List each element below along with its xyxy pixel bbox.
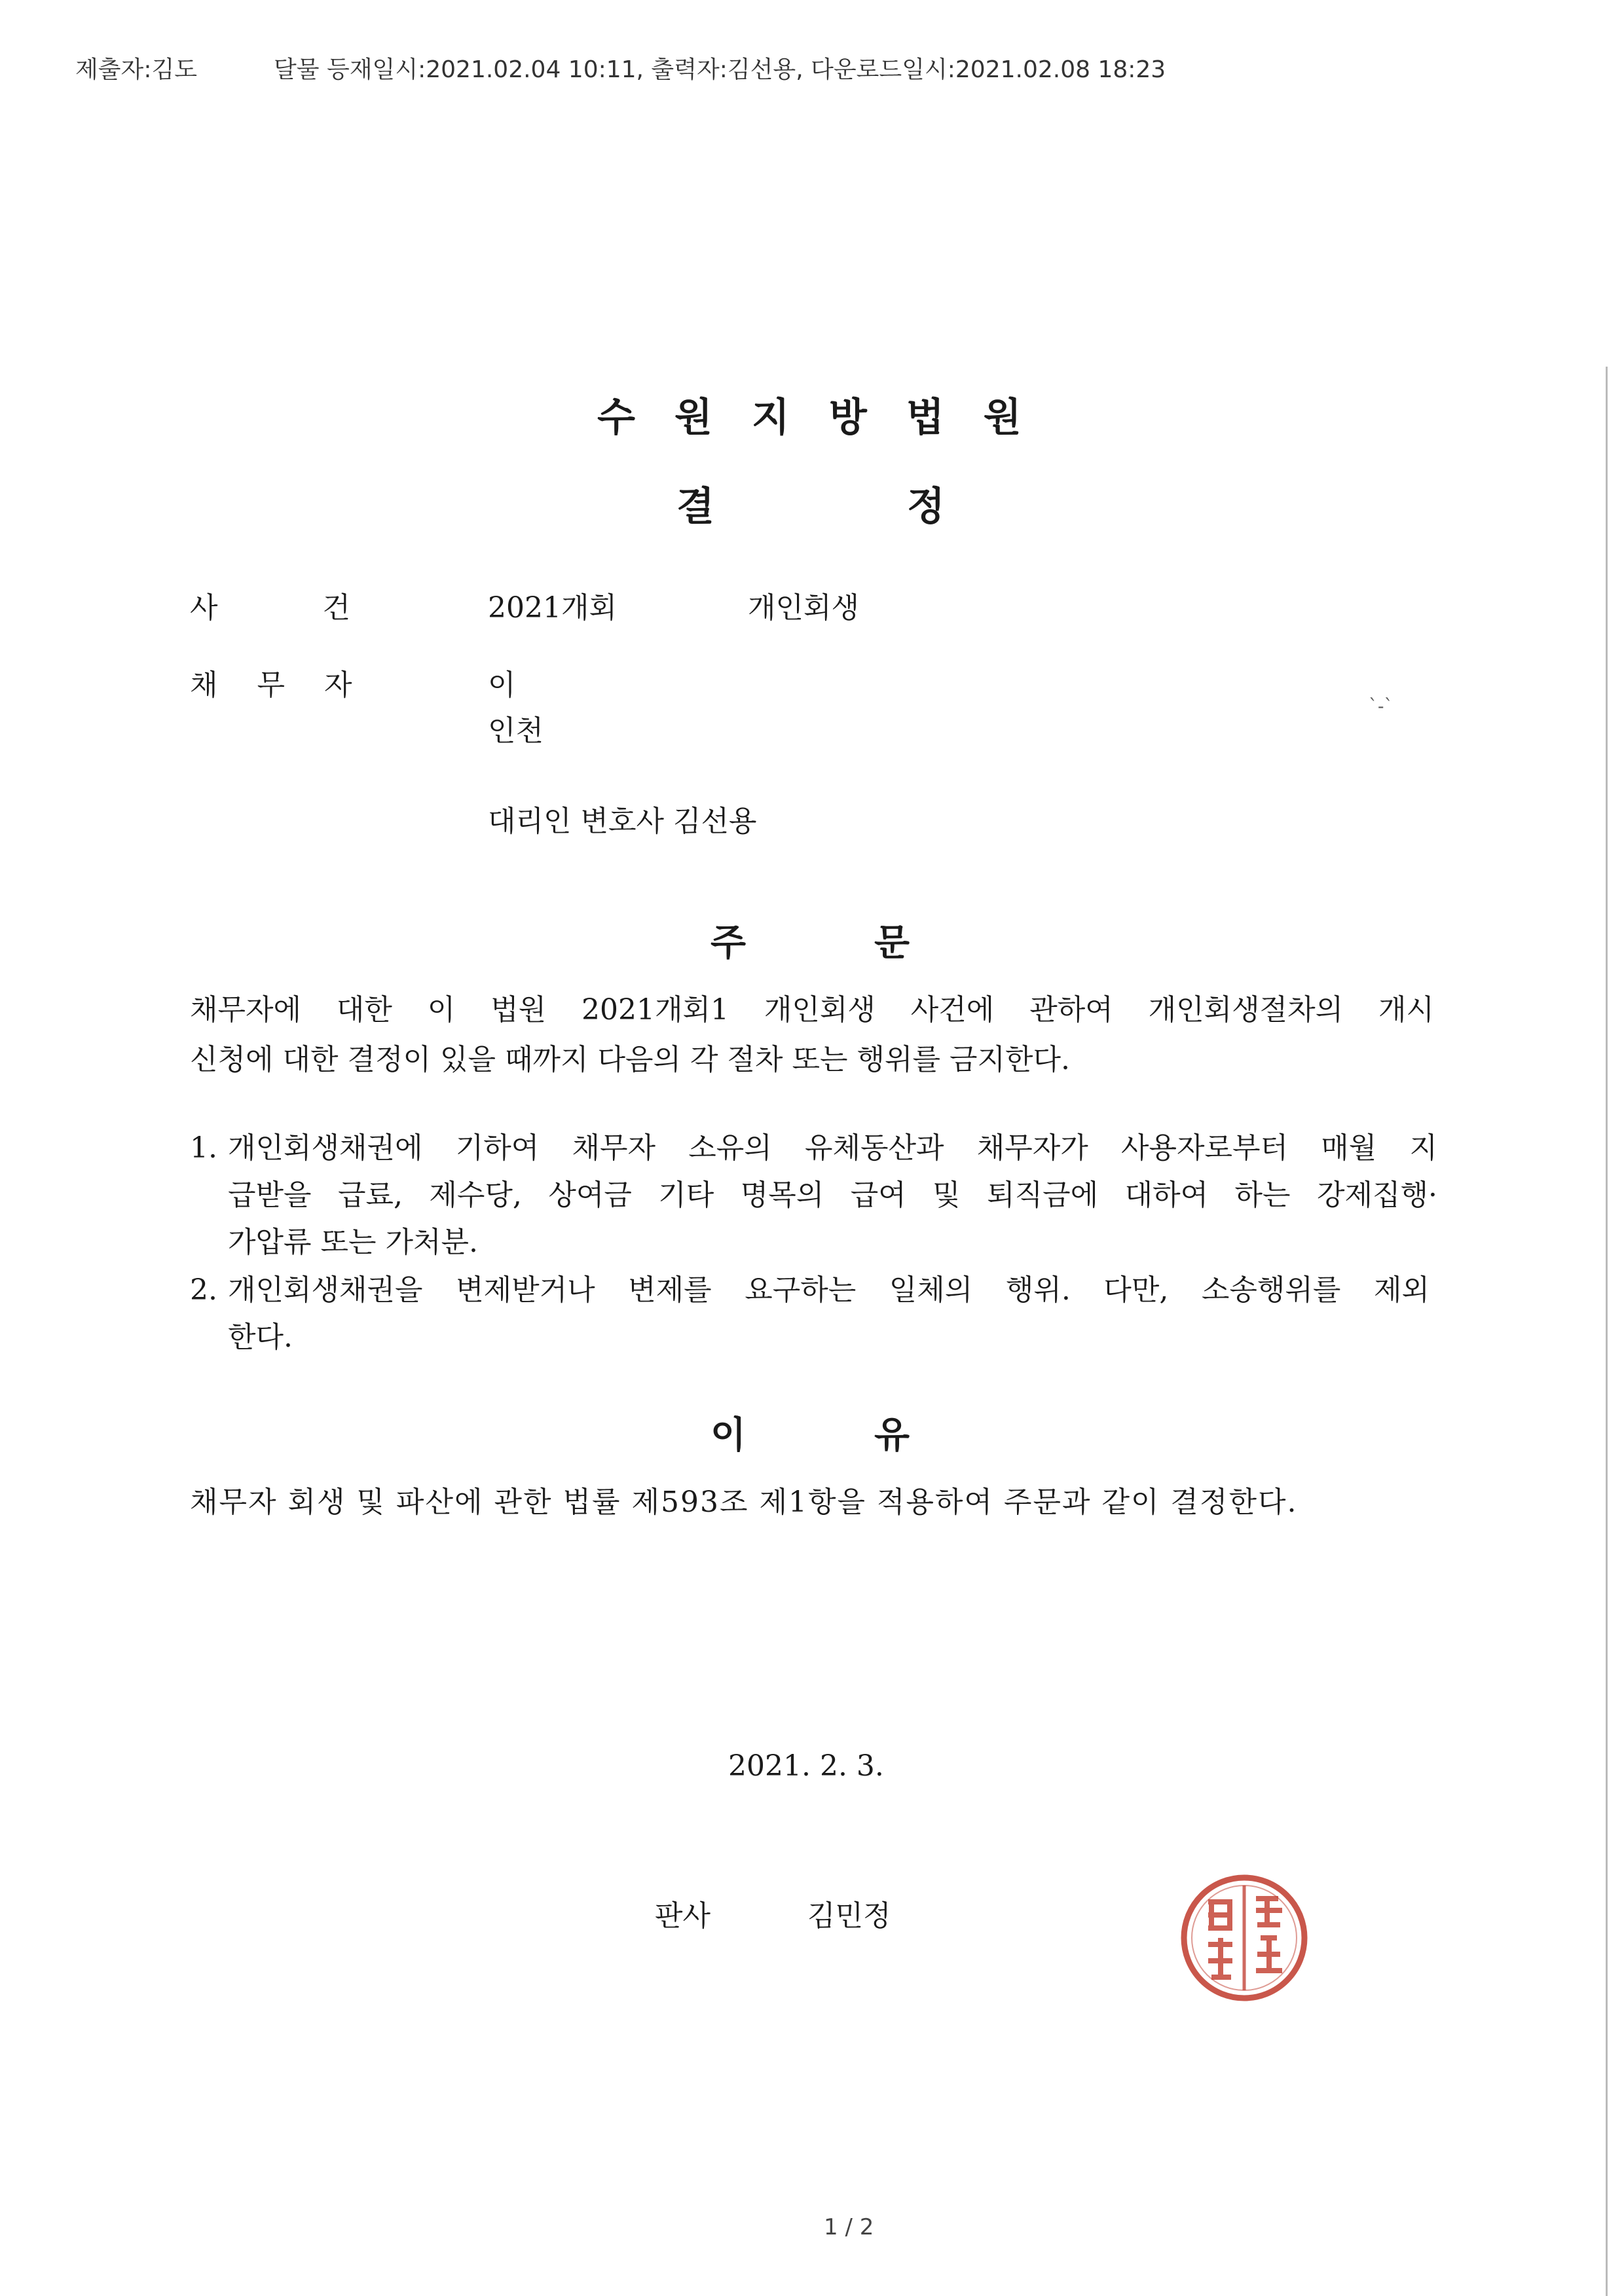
order-item-line: 가압류 또는 가처분. — [228, 1226, 478, 1259]
order-item — [190, 1125, 1437, 1266]
case-type: 개인회생 — [748, 591, 860, 625]
doc-title-right: 정 — [907, 484, 945, 530]
order-item — [190, 1267, 1437, 1361]
court-seal-stamp — [1179, 1872, 1310, 2003]
order-item-number: 2. — [190, 1273, 217, 1307]
judge-name: 김민정 — [807, 1899, 891, 1933]
order-intro-line: 채무자에 대한 이 법원 2021개회1 개인회생 사건에 관하여 개인회생절차의 개시 — [190, 993, 1434, 1027]
debtor-agent: 대리인 변호사 김선용 — [488, 805, 757, 838]
order-intro-line: 신청에 대한 결정이 있을 때까지 다음의 각 절차 또는 행위를 금지한다. — [190, 1043, 1070, 1076]
header-registration-info: 달물 등재일시:2021.02.04 10:11, 출력자:김선용, 다운로드일시:2021.02.08 18:23 — [274, 56, 1166, 83]
debtor-name: 이 — [488, 668, 516, 702]
order-heading-left: 주 — [710, 922, 747, 964]
reason-heading-left: 이 — [710, 1414, 747, 1457]
doc-title-left: 결 — [676, 484, 714, 530]
order-item-line: 급받을 급료, 제수당, 상여금 기타 명목의 급여 및 퇴직금에 대하여 하는 강제집행· — [228, 1178, 1437, 1212]
judge-title: 판사 — [655, 1899, 711, 1933]
order-item-line: 한다. — [228, 1321, 293, 1354]
debtor-label: 채무자 — [190, 668, 392, 702]
header-submitter: 제출자:김도 — [75, 56, 198, 83]
case-label: 사건 — [190, 591, 456, 625]
case-number: 2021개회 — [488, 591, 617, 625]
decision-date: 2021. 2. 3. — [728, 1749, 884, 1783]
order-item-line: 개인회생채권을 변제받거나 변제를 요구하는 일체의 행위. 다만, 소송행위를 제외 — [228, 1273, 1430, 1307]
order-item-line: 개인회생채권에 기하여 채무자 소유의 유체동산과 채무자가 사용자로부터 매월 지 — [228, 1131, 1437, 1165]
page-number: 1 / 2 — [824, 2214, 874, 2240]
order-heading-right: 문 — [874, 922, 910, 964]
debtor-address: 인천 — [488, 714, 544, 748]
reason-text: 채무자 회생 및 파산에 관한 법률 제593조 제1항을 적용하여 주문과 같이 결정한다. — [190, 1485, 1298, 1519]
order-item-number: 1. — [190, 1131, 217, 1165]
order-intro — [190, 985, 1434, 1085]
debtor-address-tail: `-` — [1369, 695, 1393, 717]
reason-heading-right: 유 — [874, 1414, 910, 1457]
court-name: 수원지방법원 — [597, 395, 1061, 441]
scan-edge-line — [1606, 367, 1608, 2296]
